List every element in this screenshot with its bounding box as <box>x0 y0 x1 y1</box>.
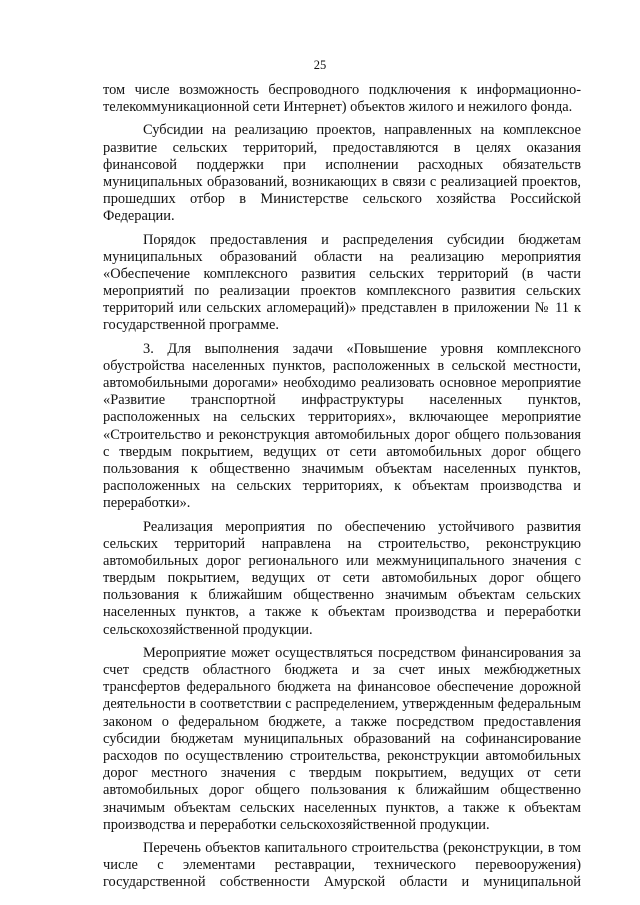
text-line: автомобильных дорог общего пользования к ближайшим общественно <box>103 782 581 799</box>
text-line: пользования к общественно значимым объектам населенных пунктов, <box>103 460 581 477</box>
text-line: 3. Для выполнения задачи «Повышение уровня комплексного <box>143 340 581 357</box>
text-line: с твердым покрытием, ведущих от сети автомобильных дорог общего <box>103 443 581 460</box>
text-line: сельских территорий направлена на строительство, реконструкцию <box>103 535 581 552</box>
paragraph <box>103 840 581 892</box>
text-line: производства и переработки сельскохозяйственной продукции. <box>103 816 490 833</box>
paragraph <box>103 122 581 225</box>
text-line: населенных пунктов, а также к объектам производства и переработки <box>103 604 581 621</box>
text-line: счет средств областного бюджета и за счет иных межбюджетных <box>103 662 581 678</box>
text-line: расположенных на сельских территориях», включающее мероприятие <box>103 409 581 426</box>
text-line: Реализация мероприятия по обеспечению устойчивого развития <box>143 518 581 535</box>
text-line: пользования к ближайшим общественно значимым объектам сельских <box>103 587 581 604</box>
text-line: государственной собственности Амурской области и муниципальной <box>103 874 581 891</box>
document-body <box>103 82 581 891</box>
text-line: «Обеспечение комплексного развития сельских территорий (в части <box>103 265 581 282</box>
text-line: телекоммуникационной сети Интернет) объектов жилого и нежилого фонда. <box>103 99 573 116</box>
text-line: Перечень объектов капитального строительства (реконструкции, в том <box>143 839 581 856</box>
text-line: том числе возможность беспроводного подключения к информационно- <box>103 82 581 98</box>
text-line: «Развитие транспортной инфраструктуры населенных пунктов, <box>103 392 581 409</box>
text-line: обустройства населенных пунктов, расположенных в сельской местности, <box>103 357 581 374</box>
text-line: мероприятий по реализации проектов комплексного развития сельских <box>103 283 581 300</box>
text-line: муниципальных образований области на реализацию мероприятия <box>103 248 581 265</box>
text-line: финансовой поддержки при исполнении расходных обязательств <box>103 156 581 173</box>
text-line: автомобильных дорог регионального или межмуниципального значения с <box>103 552 581 569</box>
text-line: «Строительство и реконструкция автомобильных дорог общего пользования <box>103 426 581 443</box>
paragraph <box>103 232 581 335</box>
text-line: Федерации. <box>103 208 175 225</box>
text-line: развитие сельских территорий, предоставляются в целях оказания <box>103 139 581 156</box>
text-line: твердым покрытием, ведущих от сети автомобильных дорог общего <box>103 570 581 587</box>
text-line: расположенных на сельских территориях, к объектам производства и <box>103 478 581 495</box>
paragraph <box>103 341 581 513</box>
text-line: автомобильными дорогами» необходимо реализовать основное мероприятие <box>103 375 581 391</box>
text-line: трансфертов федерального бюджета на финансовое обеспечение дорожной <box>103 679 581 696</box>
text-line: Порядок предоставления и распределения субсидии бюджетам <box>143 231 581 248</box>
text-line: территорий или сельских агломераций)» представлен в приложении № 11 к <box>103 300 581 317</box>
paragraph <box>103 519 581 639</box>
text-line: деятельности в соответствии с распределением, утвержденным федеральным <box>103 696 581 713</box>
paragraph <box>103 82 581 116</box>
text-line: государственной программе. <box>103 317 279 334</box>
page-number: 25 <box>313 58 327 72</box>
text-line: прошедших отбор в Министерстве сельского хозяйства Российской <box>103 191 581 208</box>
text-line: переработки». <box>103 495 191 512</box>
text-line: дорог местного значения с твердым покрытием, ведущих от сети <box>103 765 581 782</box>
text-line: сельскохозяйственной продукции. <box>103 621 313 638</box>
text-line: значимым объектам сельских населенных пунктов, а также к объектам <box>103 799 581 816</box>
text-line: расходов по осуществлению строительства, реконструкции автомобильных <box>103 747 581 764</box>
text-line: муниципальных образований, возникающих в связи с реализацией проектов, <box>103 173 581 190</box>
text-line: субсидии бюджетам муниципальных образований на софинансирование <box>103 730 581 747</box>
text-line: Субсидии на реализацию проектов, направленных на комплексное <box>143 122 581 139</box>
text-line: законом о федеральном бюджете, а также посредством предоставления <box>103 713 581 730</box>
text-line: числе с элементами реставрации, технического перевооружения) <box>103 857 581 874</box>
paragraph <box>103 645 581 834</box>
text-line: Мероприятие может осуществляться посредством финансирования за <box>143 644 581 661</box>
